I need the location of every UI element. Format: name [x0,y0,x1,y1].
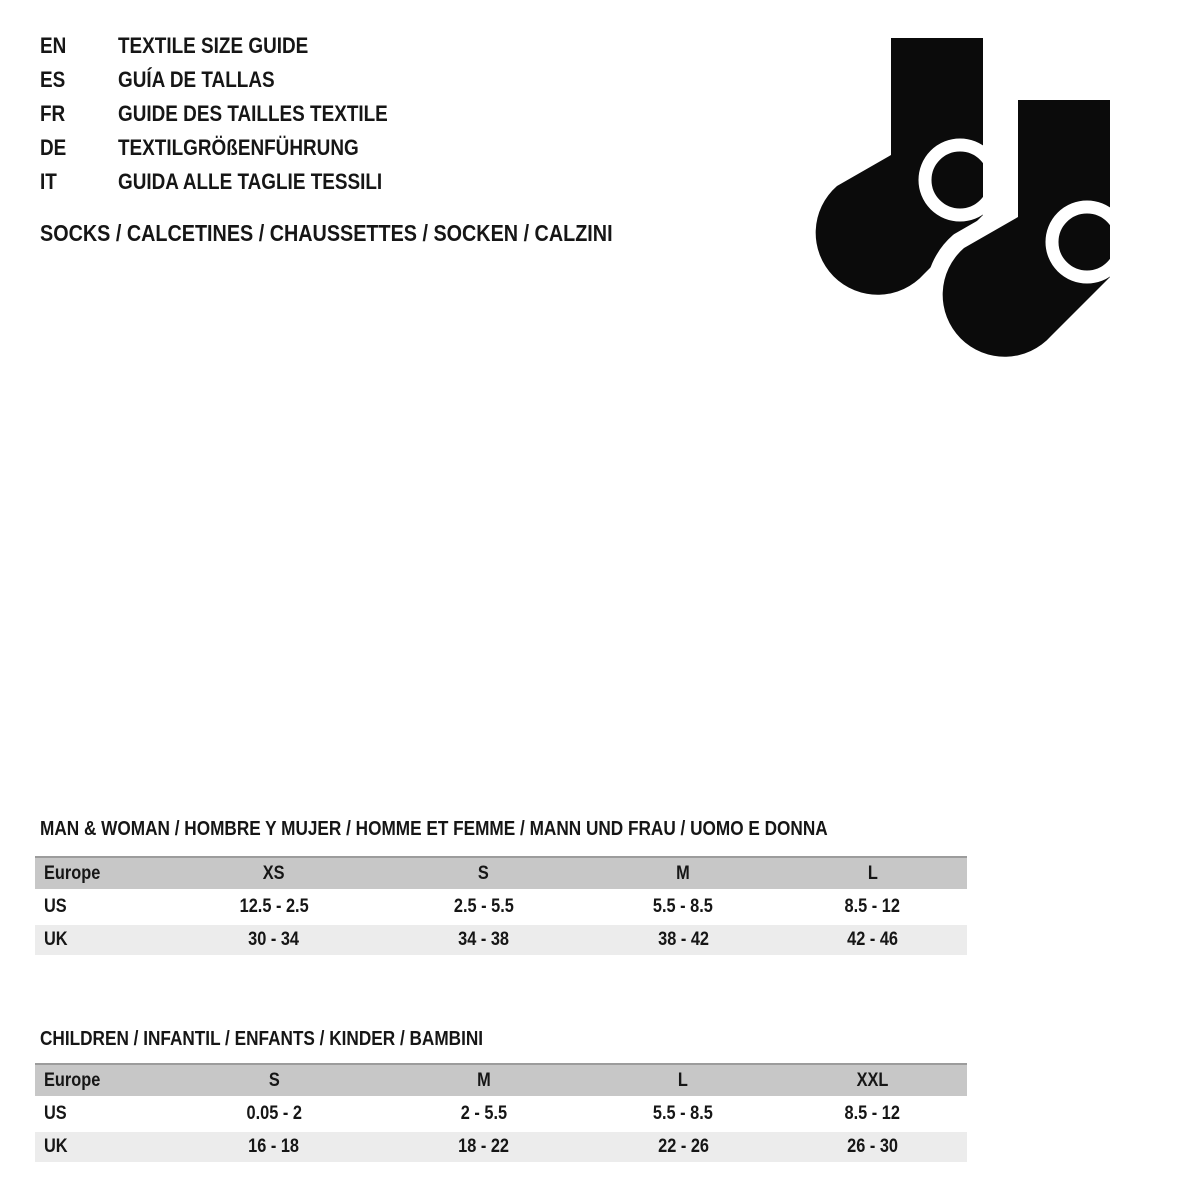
size-cell: 2 - 5.5 [460,1103,507,1124]
size-cell: 0.05 - 2 [246,1103,302,1124]
header-cell-size: XS [263,862,285,884]
language-code: FR [40,101,66,126]
language-list [40,29,432,199]
row-label: UK [44,1136,68,1157]
man-woman-table-title: MAN & WOMAN / HOMBRE Y MUJER / HOMME ET FEMME / MANN UND FRAU / UOMO E DONNA [40,818,828,840]
children-table-title: CHILDREN / INFANTIL / ENFANTS / KINDER / BAMBINI [40,1028,484,1050]
size-cell: 8.5 - 12 [844,896,901,917]
language-code: EN [40,33,67,58]
size-cell: 34 - 38 [458,929,510,950]
row-label: US [44,896,67,917]
header-cell-size: S [268,1069,280,1091]
header-cell-size: S [478,862,490,884]
size-cell: 22 - 26 [657,1136,709,1157]
table-row-us [35,1099,967,1129]
header-cell-region: Europe [44,862,101,884]
language-label: GUIDA ALLE TAGLIE TESSILI [118,169,383,194]
row-label: US [44,1103,67,1124]
table-header-row [35,1063,967,1096]
language-label: GUIDE DES TAILLES TEXTILE [118,101,388,126]
language-row-it [40,165,432,199]
size-cell: 16 - 18 [248,1136,300,1157]
size-cell: 12.5 - 2.5 [239,896,309,917]
category-heading: SOCKS / CALCETINES / CHAUSSETTES / SOCKEN / CALZINI [40,220,613,246]
size-cell: 5.5 - 8.5 [653,896,714,917]
size-cell: 42 - 46 [846,929,898,950]
header-cell-size: L [867,862,878,884]
language-code: ES [40,67,66,92]
language-row-en [40,29,432,63]
header-cell-region: Europe [44,1069,101,1091]
size-cell: 18 - 22 [458,1136,510,1157]
language-row-fr [40,97,432,131]
man-woman-size-table [35,856,967,958]
table-row-us [35,892,967,922]
language-code: DE [40,135,67,160]
children-size-table [35,1063,967,1165]
language-label: GUÍA DE TALLAS [118,67,275,92]
size-cell: 2.5 - 5.5 [453,896,514,917]
language-row-de [40,131,432,165]
table-header-row [35,856,967,889]
header-cell-size: XXL [856,1069,889,1091]
row-label: UK [44,929,68,950]
language-row-es [40,63,432,97]
header-cell-size: M [476,1069,491,1091]
socks-icon [800,25,1135,370]
language-code: IT [40,169,57,194]
table-row-uk [35,1132,967,1162]
size-cell: 5.5 - 8.5 [653,1103,714,1124]
language-label: TEXTILGRÖßENFÜHRUNG [118,135,359,160]
language-label: TEXTILE SIZE GUIDE [118,33,309,58]
size-cell: 38 - 42 [657,929,709,950]
header-cell-size: M [676,862,690,884]
header-cell-size: L [678,1069,689,1091]
table-row-uk [35,925,967,955]
size-cell: 26 - 30 [846,1136,898,1157]
size-cell: 8.5 - 12 [844,1103,901,1124]
size-cell: 30 - 34 [248,929,300,950]
